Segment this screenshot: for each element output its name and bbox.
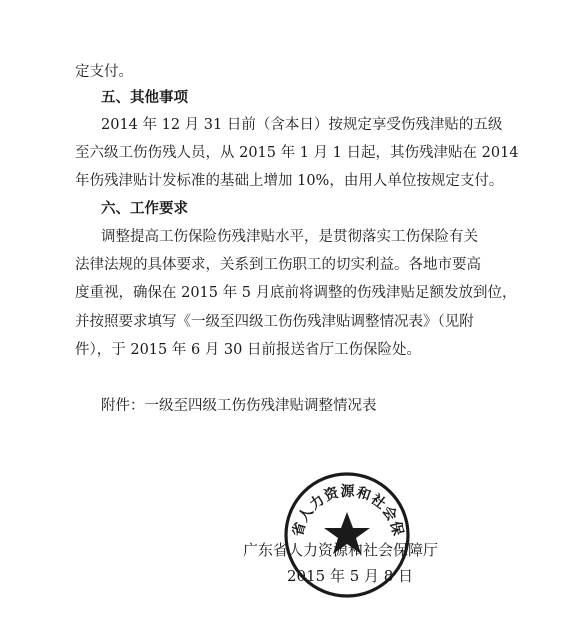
signature-org: 广东省人力资源和社会保障厅 — [243, 541, 439, 559]
paragraph-line: 调整提高工伤保险伤残津贴水平，是贯彻落实工伤保险有关 — [101, 229, 478, 245]
signature-date: 2015 年 5 月 8 日 — [287, 567, 414, 585]
paragraph-line: 2014 年 12 月 31 日前（含本日）按规定享受伤残津贴的五级 — [101, 117, 503, 133]
paragraph-line: 法律法规的具体要求，关系到工伤职工的切实利益。各地市要高 — [75, 257, 481, 273]
paragraph-line: 定支付。 — [75, 64, 133, 80]
paragraph-line: 并按照要求填写《一级至四级工伤伤残津贴调整情况表》（见附 — [75, 314, 474, 330]
section-heading-other-matters: 五、其他事项 — [101, 90, 188, 106]
section-heading-work-requirements: 六、工作要求 — [101, 201, 188, 217]
paragraph-line: 年伤残津贴计发标准的基础上增加 10%，由用人单位按规定支付。 — [75, 173, 504, 189]
paragraph-line: 至六级工伤伤残人员，从 2015 年 1 月 1 日起，其伤残津贴在 2014 — [75, 145, 519, 161]
paragraph-line: 度重视，确保在 2015 年 5 月底前将调整的伤残津贴足额发放到位， — [75, 285, 517, 301]
seal-text: 省人力资源和社会保 — [290, 484, 406, 539]
paragraph-line: 件），于 2015 年 6 月 30 日前报送省厅工伤保险处。 — [75, 342, 421, 358]
attachment-note: 附件：一级至四级工伤伤残津贴调整情况表 — [101, 398, 377, 414]
